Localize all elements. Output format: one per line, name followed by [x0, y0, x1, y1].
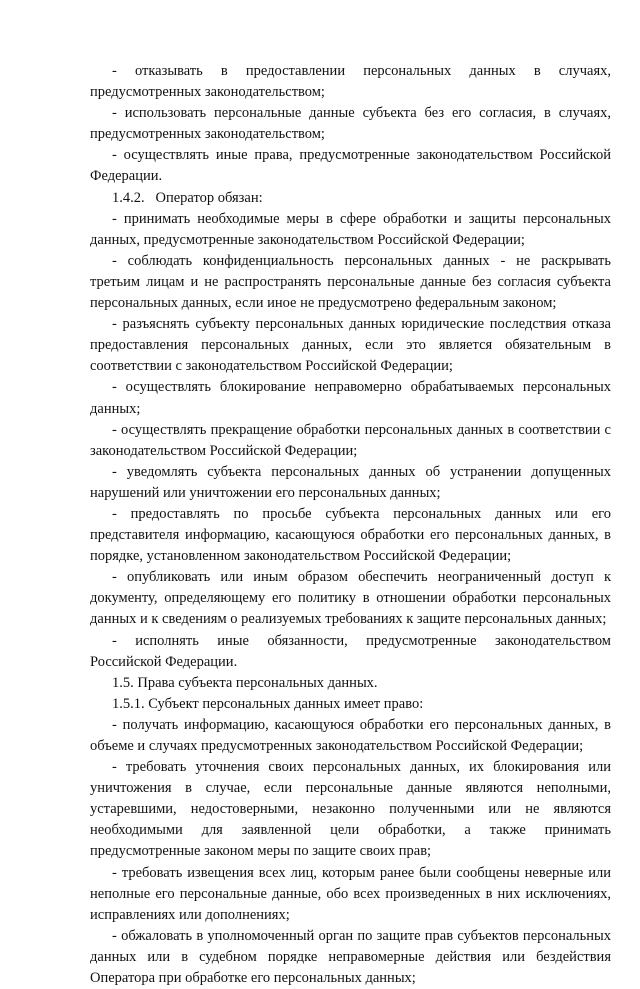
paragraph: - осуществлять иные права, предусмотренные законодательством Российской Федерации. [90, 147, 611, 185]
section-heading: 1.5.1. Субъект персональных данных имеет право: [112, 695, 424, 712]
paragraph: - принимать необходимые меры в сфере обработки и защиты персональных данных, предусмотренные законодательством Российской Федерации; [90, 210, 611, 248]
paragraph: - обжаловать в уполномоченный орган по защите прав субъектов персональных данных или в судебном порядке неправомерные действия или бездействия Оператора при обработке его персональных данных; [90, 927, 611, 987]
paragraph: - опубликовать или иным образом обеспечить неограниченный доступ к документу, определяющему его политику в отношении обработки персональных данных и к сведениям о реализуемых требованиях к защите персональных данных; [90, 569, 611, 628]
paragraph: - исполнять иные обязанности, предусмотренные законодательством Российской Федерации. [90, 632, 611, 670]
paragraph: - требовать уточнения своих персональных данных, их блокирования или уничтожения в случае, если персональные данные являются неполными, устаревшими, недостоверными, незаконно полученными или не являются необходимыми для заявленной цели обработки, а также принимать предусмотренные законом меры по защите своих прав; [90, 759, 611, 860]
section-heading: 1.5. Права субъекта персональных данных. [112, 674, 378, 691]
paragraph: - предоставлять по просьбе субъекта персональных данных или его представителя информацию, касающуюся обработки его персональных данных, в порядке, установленном законодательством Российской Федерации; [90, 505, 611, 565]
paragraph: - использовать персональные данные субъекта без его согласия, в случаях, предусмотренных законодательством; [90, 105, 611, 143]
paragraph: - осуществлять блокирование неправомерно обрабатываемых персональных данных; [90, 379, 611, 417]
paragraph: - требовать извещения всех лиц, которым ранее были сообщены неверные или неполные его персональные данные, обо всех произведенных в них исключениях, исправлениях или дополнениях; [90, 864, 611, 923]
paragraph: - получать информацию, касающуюся обработки его персональных данных, в объеме и случаях предусмотренных законодательством Российской Федерации; [90, 716, 611, 754]
document-body [90, 61, 611, 989]
paragraph: - уведомлять субъекта персональных данных об устранении допущенных нарушений или уничтожении его персональных данных; [90, 463, 611, 501]
paragraph: - осуществлять прекращение обработки персональных данных в соответствии с законодательством Российской Федерации; [90, 421, 611, 459]
paragraph: - соблюдать конфиденциальность персональных данных - не раскрывать третьим лицам и не распространять персональные данные без согласия субъекта персональных данных, если иное не предусмотрено федеральным законом; [90, 252, 611, 312]
paragraph: - разъяснять субъекту персональных данных юридические последствия отказа предоставления персональных данных, если это является обязательным в соответствии с законодательством Российской Федерации; [90, 316, 611, 375]
paragraph: - отказывать в предоставлении персональных данных в случаях, предусмотренных законодательством; [90, 63, 611, 101]
section-heading: 1.4.2. Оператор обязан: [112, 189, 263, 206]
